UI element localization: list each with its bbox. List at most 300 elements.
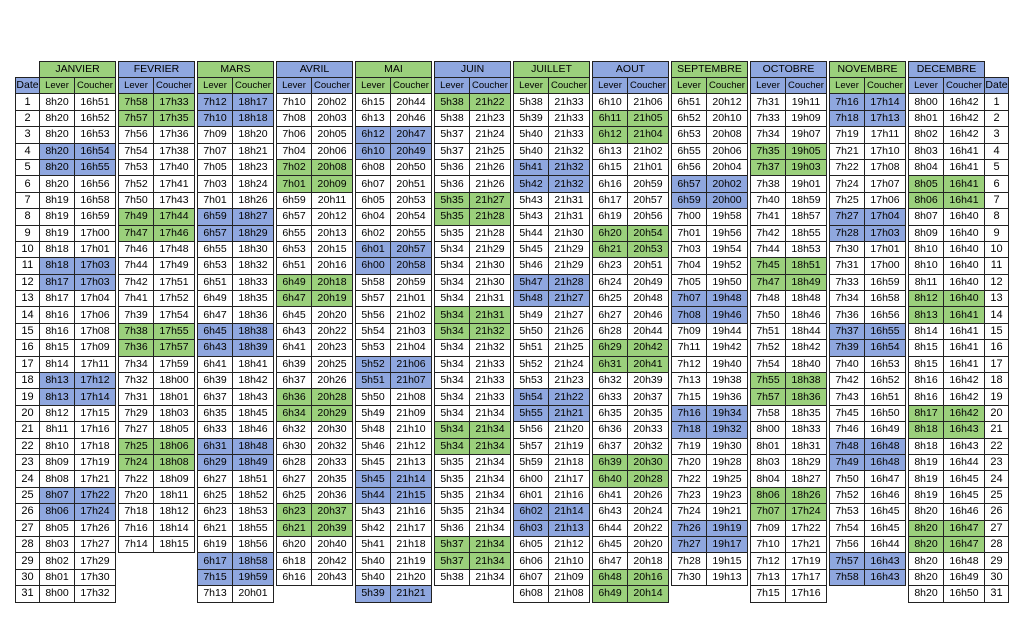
sunset-time: 17h54 <box>154 307 195 323</box>
sunset-time: 17h51 <box>154 274 195 290</box>
sunset-time: 21h01 <box>391 291 432 307</box>
sunset-time: 17h21 <box>75 471 116 487</box>
sunset-time: 16h52 <box>75 110 116 126</box>
month-header: MARS <box>198 62 274 78</box>
sunset-time: 21h06 <box>391 356 432 372</box>
sunset-time: 19h19 <box>707 520 748 536</box>
sunset-time: 20h13 <box>312 225 353 241</box>
sunrise-time: 6h59 <box>198 209 233 225</box>
sunset-time: 20h09 <box>312 176 353 192</box>
sunrise-time: 7h34 <box>119 356 154 372</box>
sunset-time: 21h07 <box>391 373 432 389</box>
sunset-time: 18h20 <box>233 127 274 143</box>
sunrise-time: 8h20 <box>909 536 944 552</box>
sunset-time: 16h45 <box>865 520 906 536</box>
sunset-time: 17h01 <box>75 241 116 257</box>
date-number: 10 <box>985 241 1009 257</box>
sunset-time: 18h29 <box>233 225 274 241</box>
sunset-time: 17h00 <box>865 258 906 274</box>
date-number: 27 <box>985 520 1009 536</box>
date-number: 18 <box>985 373 1009 389</box>
empty-cell <box>312 586 353 602</box>
sunrise-time: 7h45 <box>830 405 865 421</box>
empty-cell <box>470 586 511 602</box>
sunrise-time: 8h02 <box>40 553 75 569</box>
sunset-time: 17h48 <box>154 241 195 257</box>
sunrise-time: 7h57 <box>751 389 786 405</box>
sunrise-time: 7h10 <box>198 110 233 126</box>
sunrise-time: 5h36 <box>435 159 470 175</box>
sunrise-time: 7h54 <box>830 520 865 536</box>
sunset-time: 20h15 <box>312 241 353 257</box>
day-row <box>16 94 1009 110</box>
sunrise-time: 5h40 <box>514 143 549 159</box>
sunrise-time: 6h35 <box>198 405 233 421</box>
sunrise-time: 6h53 <box>672 127 707 143</box>
sunrise-time: 5h34 <box>435 258 470 274</box>
date-number: 11 <box>16 258 40 274</box>
sunrise-time: 6h12 <box>356 127 391 143</box>
sunset-time: 16h40 <box>944 209 985 225</box>
sunset-time: 21h25 <box>470 143 511 159</box>
sunset-time: 18h26 <box>233 192 274 208</box>
sunrise-time: 8h20 <box>909 586 944 602</box>
sunrise-time: 7h46 <box>119 241 154 257</box>
sunrise-time: 6h49 <box>198 291 233 307</box>
sunset-time: 21h27 <box>549 291 590 307</box>
sunset-time: 17h18 <box>75 438 116 454</box>
sunset-time: 20h57 <box>628 192 669 208</box>
sunset-time: 20h53 <box>628 241 669 257</box>
sunset-time: 21h34 <box>470 454 511 470</box>
sunrise-time: 6h41 <box>593 487 628 503</box>
date-number: 31 <box>16 586 40 602</box>
sunrise-time: 7h20 <box>672 454 707 470</box>
sunrise-time: 7h35 <box>751 143 786 159</box>
date-number: 4 <box>16 143 40 159</box>
sunrise-time: 7h09 <box>198 127 233 143</box>
sunset-time: 20h44 <box>391 94 432 110</box>
sunrise-time: 6h31 <box>593 356 628 372</box>
sunrise-time: 7h37 <box>830 323 865 339</box>
sunrise-time: 6h36 <box>277 389 312 405</box>
sunset-time: 16h56 <box>865 307 906 323</box>
sunset-time: 20h58 <box>391 258 432 274</box>
date-number: 19 <box>16 389 40 405</box>
empty-cell <box>119 586 154 602</box>
sunrise-time: 5h44 <box>514 225 549 241</box>
sunset-time: 21h26 <box>470 176 511 192</box>
sunrise-time: 5h46 <box>514 258 549 274</box>
sunrise-time: 7h36 <box>119 340 154 356</box>
sunrise-time: 7h29 <box>119 405 154 421</box>
sunrise-time: 6h37 <box>277 373 312 389</box>
sunset-time: 20h46 <box>628 307 669 323</box>
sunrise-time: 6h41 <box>198 356 233 372</box>
sunset-time: 17h57 <box>154 340 195 356</box>
sunset-time: 21h26 <box>549 323 590 339</box>
sunset-time: 17h59 <box>154 356 195 372</box>
sunrise-time: 8h04 <box>751 471 786 487</box>
sunset-time: 18h38 <box>786 373 827 389</box>
sunset-time: 21h18 <box>391 536 432 552</box>
sunset-time: 20h42 <box>312 553 353 569</box>
sunrise-time: 8h17 <box>40 274 75 290</box>
sunset-time: 21h16 <box>549 487 590 503</box>
sunrise-time: 7h46 <box>830 422 865 438</box>
sunrise-time: 5h41 <box>514 159 549 175</box>
date-number: 28 <box>985 536 1009 552</box>
day-row <box>16 291 1009 307</box>
day-row <box>16 258 1009 274</box>
sunrise-time: 7h48 <box>751 291 786 307</box>
sunset-time: 17h41 <box>154 176 195 192</box>
sunset-time: 20h01 <box>233 586 274 602</box>
sunrise-time: 8h13 <box>909 307 944 323</box>
sunrise-time: 8h18 <box>909 422 944 438</box>
sunrise-time: 7h13 <box>198 586 233 602</box>
sunset-time: 21h29 <box>470 241 511 257</box>
day-row <box>16 422 1009 438</box>
date-number: 24 <box>985 471 1009 487</box>
sunrise-time: 5h51 <box>514 340 549 356</box>
sunset-time: 16h46 <box>944 504 985 520</box>
sunset-time: 17h03 <box>75 274 116 290</box>
day-row <box>16 192 1009 208</box>
sunset-time: 18h57 <box>786 209 827 225</box>
date-number: 13 <box>16 291 40 307</box>
sunset-time: 18h30 <box>233 241 274 257</box>
sunrise-time: 7h38 <box>119 323 154 339</box>
sunrise-time: 5h35 <box>435 192 470 208</box>
sunset-time: 17h44 <box>154 209 195 225</box>
sunrise-time: 6h25 <box>277 487 312 503</box>
month-header-row <box>16 62 1009 78</box>
sunrise-time: 6h13 <box>356 110 391 126</box>
sunrise-time: 5h53 <box>514 373 549 389</box>
sunset-time: 17h14 <box>75 389 116 405</box>
sunrise-time: 7h24 <box>672 504 707 520</box>
sunrise-time: 5h50 <box>356 389 391 405</box>
sunset-time: 21h32 <box>549 143 590 159</box>
sunrise-time: 8h17 <box>40 291 75 307</box>
date-number: 7 <box>985 192 1009 208</box>
sunrise-time: 8h10 <box>909 241 944 257</box>
sunset-time: 21h34 <box>470 569 511 585</box>
sunset-time: 21h29 <box>549 258 590 274</box>
sunrise-time: 8h20 <box>40 176 75 192</box>
sunrise-time: 8h16 <box>40 307 75 323</box>
coucher-header: Coucher <box>786 78 827 94</box>
sunset-time: 21h25 <box>549 340 590 356</box>
date-number: 25 <box>16 487 40 503</box>
sunset-time: 20h40 <box>312 536 353 552</box>
sunset-time: 21h10 <box>549 553 590 569</box>
month-header: FEVRIER <box>119 62 195 78</box>
sunrise-time: 7h53 <box>830 504 865 520</box>
sunrise-time: 6h45 <box>198 323 233 339</box>
day-row <box>16 373 1009 389</box>
sunset-time: 18h40 <box>786 356 827 372</box>
sunset-time: 18h55 <box>233 520 274 536</box>
date-number: 18 <box>16 373 40 389</box>
day-row <box>16 274 1009 290</box>
sunrise-time: 5h35 <box>435 225 470 241</box>
date-number: 16 <box>985 340 1009 356</box>
sunset-time: 16h49 <box>865 422 906 438</box>
sunset-time: 18h49 <box>786 274 827 290</box>
sunset-time: 16h55 <box>75 159 116 175</box>
sunrise-time: 6h41 <box>277 340 312 356</box>
sunrise-time: 8h09 <box>40 454 75 470</box>
sunset-time: 20h50 <box>391 159 432 175</box>
sunset-time: 21h17 <box>549 471 590 487</box>
sunset-time: 21h09 <box>549 569 590 585</box>
sunset-time: 18h46 <box>233 422 274 438</box>
sunset-time: 21h15 <box>391 487 432 503</box>
sunrise-time: 5h54 <box>356 323 391 339</box>
sunset-time: 21h27 <box>549 307 590 323</box>
sunrise-time: 8h15 <box>909 340 944 356</box>
sunset-time: 20h18 <box>628 553 669 569</box>
sunrise-time: 5h45 <box>514 241 549 257</box>
sunset-time: 20h25 <box>312 356 353 372</box>
sunset-time: 19h01 <box>786 176 827 192</box>
sunset-time: 20h23 <box>312 340 353 356</box>
sunset-time: 18h15 <box>154 536 195 552</box>
sunset-time: 17h32 <box>75 586 116 602</box>
sunset-time: 17h19 <box>75 454 116 470</box>
sunset-time: 21h34 <box>470 520 511 536</box>
sunrise-time: 7h07 <box>198 143 233 159</box>
sunrise-time: 7h41 <box>119 291 154 307</box>
sunrise-time: 6h49 <box>593 586 628 602</box>
date-number: 21 <box>985 422 1009 438</box>
day-row <box>16 110 1009 126</box>
sunrise-time: 5h45 <box>356 454 391 470</box>
sunrise-time: 8h13 <box>40 389 75 405</box>
date-number: 11 <box>985 258 1009 274</box>
month-header: AOUT <box>593 62 669 78</box>
sunset-time: 19h03 <box>786 159 827 175</box>
sunset-time: 21h08 <box>391 389 432 405</box>
empty-cell <box>707 586 748 602</box>
sunrise-time: 5h43 <box>514 192 549 208</box>
sunrise-time: 7h42 <box>119 274 154 290</box>
sunrise-time: 6h45 <box>277 307 312 323</box>
sunrise-time: 6h03 <box>514 520 549 536</box>
sunrise-time: 7h30 <box>672 569 707 585</box>
sunrise-time: 7h20 <box>119 487 154 503</box>
sunset-time: 19h07 <box>786 127 827 143</box>
sunrise-time: 7h12 <box>751 553 786 569</box>
sunset-time: 18h46 <box>786 307 827 323</box>
month-header: AVRIL <box>277 62 353 78</box>
sunset-time: 20h22 <box>312 323 353 339</box>
sunrise-time: 7h05 <box>198 159 233 175</box>
sunrise-time: 8h16 <box>909 389 944 405</box>
sunset-time: 20h20 <box>628 536 669 552</box>
sunset-time: 18h35 <box>786 405 827 421</box>
sunrise-time: 7h22 <box>119 471 154 487</box>
sunset-time: 18h03 <box>154 405 195 421</box>
sunrise-time: 7h08 <box>672 307 707 323</box>
sunrise-time: 5h44 <box>356 487 391 503</box>
month-header: OCTOBRE <box>751 62 827 78</box>
sunrise-time: 8h19 <box>909 471 944 487</box>
sunset-time: 20h11 <box>312 192 353 208</box>
sunset-time: 18h42 <box>233 373 274 389</box>
sunset-time: 21h31 <box>549 192 590 208</box>
sunrise-time: 8h07 <box>909 209 944 225</box>
sunrise-time: 6h12 <box>593 127 628 143</box>
sunrise-time: 7h47 <box>751 274 786 290</box>
sunrise-time: 5h46 <box>356 438 391 454</box>
date-number: 22 <box>985 438 1009 454</box>
date-number: 31 <box>985 586 1009 602</box>
date-number: 3 <box>16 127 40 143</box>
sunset-time: 21h30 <box>470 274 511 290</box>
sunset-time: 21h18 <box>549 454 590 470</box>
sunset-time: 18h52 <box>233 487 274 503</box>
date-number: 17 <box>16 356 40 372</box>
sunrise-time: 6h25 <box>593 291 628 307</box>
sunset-time: 20h08 <box>312 159 353 175</box>
sunrise-time: 6h56 <box>672 159 707 175</box>
sunrise-time: 8h03 <box>40 536 75 552</box>
sunset-time: 16h46 <box>865 487 906 503</box>
sunset-time: 19h40 <box>707 356 748 372</box>
sunset-time: 20h48 <box>628 291 669 307</box>
empty-cell <box>830 586 865 602</box>
month-header: JUIN <box>435 62 511 78</box>
sunrise-time: 7h30 <box>830 241 865 257</box>
sunset-time: 17h11 <box>75 356 116 372</box>
sunset-time: 21h34 <box>470 487 511 503</box>
sunrise-time: 6h06 <box>514 553 549 569</box>
sunrise-time: 6h51 <box>198 274 233 290</box>
date-number: 14 <box>985 307 1009 323</box>
sunset-time: 17h52 <box>154 291 195 307</box>
sunrise-time: 7h07 <box>751 504 786 520</box>
sunset-time: 16h41 <box>944 192 985 208</box>
sunrise-time: 6h55 <box>198 241 233 257</box>
date-number: 5 <box>985 159 1009 175</box>
sunrise-time: 7h23 <box>672 487 707 503</box>
sunrise-time: 7h51 <box>751 323 786 339</box>
sunset-time: 21h20 <box>549 422 590 438</box>
sunrise-time: 5h35 <box>435 209 470 225</box>
sunset-time: 20h16 <box>628 569 669 585</box>
sunrise-time: 5h51 <box>356 373 391 389</box>
sunset-time: 16h53 <box>865 356 906 372</box>
sunrise-time: 7h41 <box>751 209 786 225</box>
sunrise-time: 6h15 <box>593 159 628 175</box>
sunset-time: 16h48 <box>944 553 985 569</box>
day-row <box>16 569 1009 585</box>
sunset-time: 21h26 <box>470 159 511 175</box>
sunrise-time: 6h13 <box>593 143 628 159</box>
empty-cell <box>435 586 470 602</box>
sunrise-time: 5h34 <box>435 356 470 372</box>
sunset-time: 21h08 <box>549 586 590 602</box>
sunset-time: 16h47 <box>944 536 985 552</box>
sunset-time: 17h03 <box>75 258 116 274</box>
sunrise-time: 5h34 <box>435 422 470 438</box>
sunset-time: 20h54 <box>628 225 669 241</box>
sunset-time: 16h40 <box>944 274 985 290</box>
sunset-time: 17h22 <box>786 520 827 536</box>
empty-cell <box>154 586 195 602</box>
sunset-time: 21h33 <box>470 389 511 405</box>
sunrise-time: 7h52 <box>830 487 865 503</box>
sunset-time: 21h17 <box>391 520 432 536</box>
lever-header: Lever <box>198 78 233 94</box>
sunset-time: 21h14 <box>391 471 432 487</box>
sunrise-time: 7h04 <box>672 258 707 274</box>
date-number: 27 <box>16 520 40 536</box>
sunset-time: 18h53 <box>786 241 827 257</box>
sunset-time: 16h43 <box>865 553 906 569</box>
sunset-time: 19h13 <box>707 569 748 585</box>
sunset-time: 21h09 <box>391 405 432 421</box>
sunrise-time: 8h19 <box>40 225 75 241</box>
sunrise-time: 7h24 <box>119 454 154 470</box>
sunset-time: 16h43 <box>944 438 985 454</box>
sunrise-time: 8h20 <box>909 520 944 536</box>
day-row <box>16 438 1009 454</box>
lever-header: Lever <box>909 78 944 94</box>
sunrise-time: 6h04 <box>356 209 391 225</box>
date-number: 24 <box>16 471 40 487</box>
sunset-time: 20h26 <box>312 373 353 389</box>
sunrise-time: 6h21 <box>277 520 312 536</box>
day-row <box>16 487 1009 503</box>
sunset-time: 18h33 <box>786 422 827 438</box>
sunrise-time: 6h01 <box>356 241 391 257</box>
sunrise-time: 7h01 <box>277 176 312 192</box>
sunrise-time: 7h18 <box>830 110 865 126</box>
sunset-time: 18h18 <box>233 110 274 126</box>
day-row <box>16 159 1009 175</box>
sunrise-time: 7h19 <box>830 127 865 143</box>
coucher-header: Coucher <box>707 78 748 94</box>
date-number: 12 <box>16 274 40 290</box>
sunrise-time: 8h02 <box>909 127 944 143</box>
sunset-time: 16h41 <box>944 176 985 192</box>
sunset-time: 20h00 <box>707 192 748 208</box>
sunset-time: 16h47 <box>865 471 906 487</box>
sunset-time: 21h34 <box>470 438 511 454</box>
sunset-time: 20h06 <box>312 143 353 159</box>
sunrise-time: 6h11 <box>593 110 628 126</box>
sunrise-time: 6h00 <box>356 258 391 274</box>
sunrise-time: 8h14 <box>909 323 944 339</box>
sunrise-time: 6h08 <box>356 159 391 175</box>
sunset-time: 21h02 <box>628 143 669 159</box>
sunrise-time: 5h36 <box>435 520 470 536</box>
sunset-time: 20h46 <box>391 110 432 126</box>
sunrise-time: 7h08 <box>277 110 312 126</box>
sunset-time: 17h55 <box>154 323 195 339</box>
sunset-time: 20h35 <box>312 471 353 487</box>
sunrise-time: 7h27 <box>119 422 154 438</box>
sunset-time: 16h44 <box>865 536 906 552</box>
day-row <box>16 553 1009 569</box>
sunrise-time: 6h19 <box>198 536 233 552</box>
sunset-time: 16h44 <box>944 454 985 470</box>
empty-cell <box>277 586 312 602</box>
